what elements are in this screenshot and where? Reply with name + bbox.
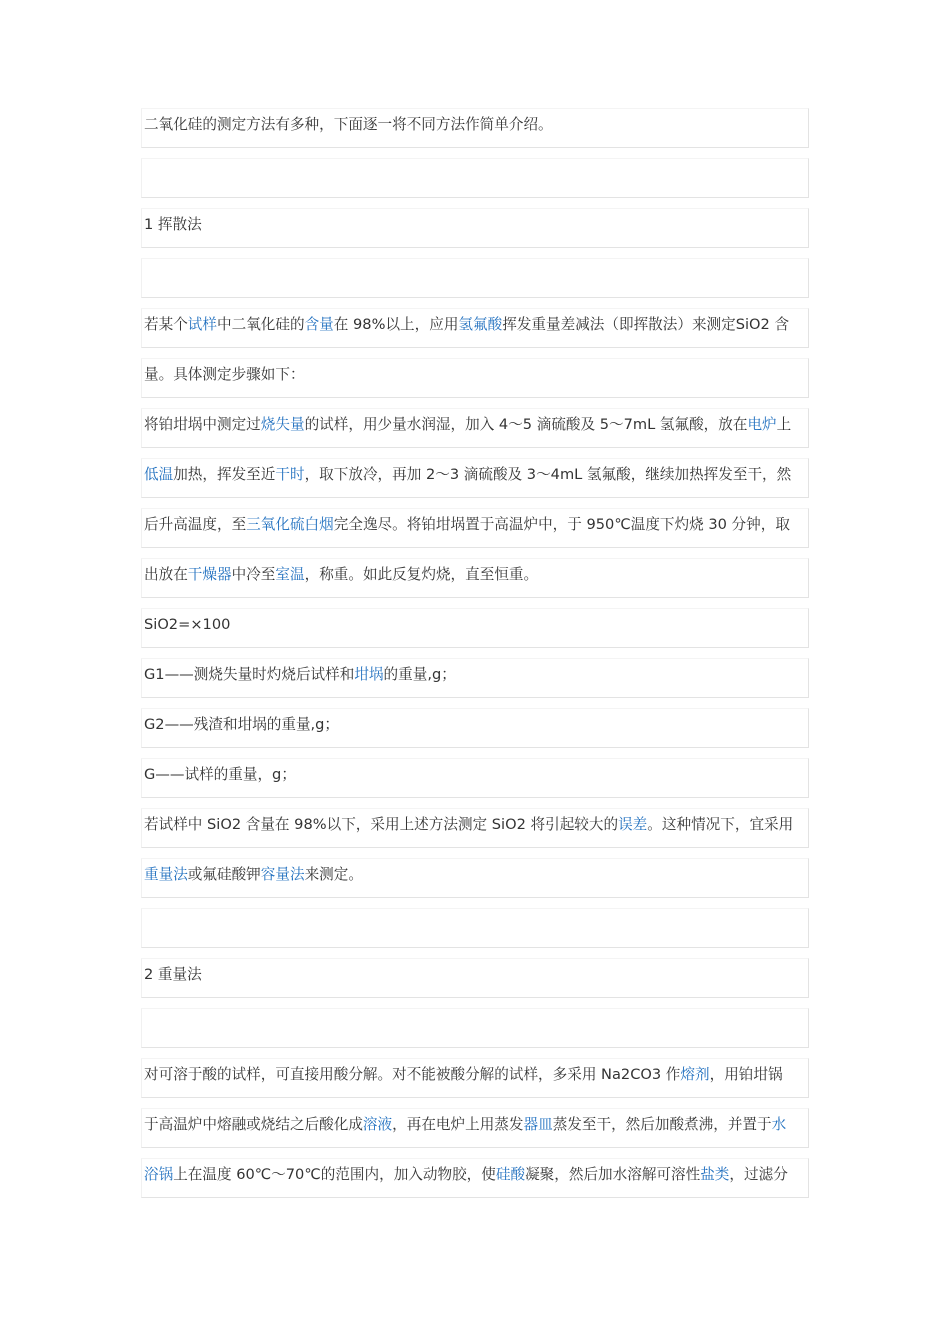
paragraph-row bbox=[141, 1108, 809, 1148]
inline-link[interactable]: 坩埚 bbox=[354, 666, 384, 683]
text-segment: ，再在电炉上用蒸发 bbox=[392, 1116, 524, 1133]
text-segment: 加热，挥发至近 bbox=[173, 466, 276, 483]
text-segment: 二氧化硅的测定方法有多种，下面逐一将不同方法作简单介绍。 bbox=[144, 116, 553, 133]
text-segment: 。这种情况下，宜采用 bbox=[647, 816, 794, 833]
text-segment: 在 98%以上，应用 bbox=[333, 316, 459, 333]
text-segment: 若试样中 SiO2 含量在 98%以下，采用上述方法测定 SiO2 将引起较大的 bbox=[144, 816, 619, 833]
inline-link[interactable]: 熔剂 bbox=[680, 1066, 710, 1083]
text-segment: 2 重量法 bbox=[144, 966, 202, 983]
text-segment: G2——残渣和坩埚的重量,g； bbox=[144, 716, 340, 733]
text-segment: 的试样，用少量水润湿，加入 4～5 滴硫酸及 5～7mL 氢氟酸，放在 bbox=[304, 416, 748, 433]
inline-link[interactable]: 低温 bbox=[144, 466, 174, 483]
paragraph-row bbox=[141, 808, 809, 848]
text-segment: 完全逸尽。将铂坩埚置于高温炉中，于 950℃温度下灼烧 30 分钟，取 bbox=[333, 516, 790, 533]
empty-row bbox=[141, 1008, 809, 1048]
inline-link[interactable]: 容量法 bbox=[260, 866, 305, 883]
inline-link[interactable]: 硅酸 bbox=[495, 1166, 526, 1183]
paragraph-row bbox=[141, 358, 809, 398]
inline-link[interactable]: 水 bbox=[771, 1116, 787, 1133]
paragraph-row bbox=[141, 508, 809, 548]
paragraph-row bbox=[141, 708, 809, 748]
inline-link[interactable]: 试样 bbox=[187, 316, 217, 333]
text-segment: 对可溶于酸的试样，可直接用酸分解。对不能被酸分解的试样，多采用 Na2CO3 作 bbox=[144, 1066, 681, 1083]
inline-link[interactable]: 含量 bbox=[304, 316, 334, 333]
text-segment: G——试样的重量，g； bbox=[144, 766, 296, 783]
text-segment: G1——测烧失量时灼烧后试样和 bbox=[144, 666, 355, 683]
paragraph-row bbox=[141, 608, 809, 648]
text-segment: 上在温度 60℃～70℃的范围内，加入动物胶，使 bbox=[173, 1166, 496, 1183]
inline-link[interactable]: 浴锅 bbox=[144, 1166, 174, 1183]
text-segment: 中冷至 bbox=[231, 566, 276, 583]
paragraph-row bbox=[141, 458, 809, 498]
empty-row bbox=[141, 258, 809, 298]
empty-row bbox=[141, 908, 809, 948]
inline-link[interactable]: 盐类 bbox=[700, 1166, 730, 1183]
text-segment: 中二氧化硅的 bbox=[217, 316, 305, 333]
text-segment: 后升高温度，至 bbox=[144, 516, 247, 533]
text-segment: 出放在 bbox=[144, 566, 188, 583]
text-segment: ，过滤分 bbox=[729, 1166, 788, 1183]
text-segment: 的重量,g； bbox=[383, 666, 456, 683]
text-segment: 将铂坩埚中测定过 bbox=[144, 416, 261, 433]
text-segment: 于高温炉中熔融或烧结之后酸化成 bbox=[144, 1116, 363, 1133]
paragraph-row bbox=[141, 958, 809, 998]
inline-link[interactable]: 误差 bbox=[618, 816, 648, 833]
text-segment: 凝聚，然后加水溶解可溶性 bbox=[525, 1166, 701, 1183]
inline-link[interactable]: 重量法 bbox=[144, 866, 188, 883]
inline-link[interactable]: 室温 bbox=[275, 566, 305, 583]
empty-row bbox=[141, 158, 809, 198]
paragraph-row bbox=[141, 758, 809, 798]
text-segment: 若某个 bbox=[144, 316, 188, 333]
paragraph-row bbox=[141, 1058, 809, 1098]
text-segment: 来测定。 bbox=[304, 866, 363, 883]
paragraph-row bbox=[141, 208, 809, 248]
text-segment: SiO2=×100 bbox=[144, 616, 231, 633]
paragraph-row bbox=[141, 108, 809, 148]
paragraph-row bbox=[141, 558, 809, 598]
inline-link[interactable]: 烧失量 bbox=[260, 416, 305, 433]
text-segment: ，取下放冷，再加 2～3 滴硫酸及 3～4mL 氢氟酸，继续加热挥发至干，然 bbox=[304, 466, 792, 483]
inline-link[interactable]: 干时 bbox=[275, 466, 305, 483]
paragraph-row bbox=[141, 308, 809, 348]
paragraph-row bbox=[141, 858, 809, 898]
inline-link[interactable]: 三氧化硫白烟 bbox=[246, 516, 334, 533]
paragraph-row bbox=[141, 408, 809, 448]
text-segment: 蒸发至干，然后加酸煮沸，并置于 bbox=[552, 1116, 772, 1133]
text-segment: ，称重。如此反复灼烧，直至恒重。 bbox=[304, 566, 539, 583]
text-segment: 或氟硅酸钾 bbox=[187, 866, 261, 883]
inline-link[interactable]: 电炉 bbox=[747, 416, 777, 433]
text-segment: 挥发重量差减法（即挥散法）来测定SiO2 含 bbox=[502, 316, 790, 333]
text-segment: 量。具体测定步骤如下： bbox=[144, 366, 305, 383]
paragraph-row bbox=[141, 1158, 809, 1198]
text-segment: ，用铂坩锅 bbox=[709, 1066, 783, 1083]
inline-link[interactable]: 氢氟酸 bbox=[458, 316, 503, 333]
paragraph-row bbox=[141, 658, 809, 698]
text-segment: 1 挥散法 bbox=[144, 216, 202, 233]
document-body bbox=[141, 108, 809, 1208]
inline-link[interactable]: 器皿 bbox=[523, 1116, 553, 1133]
text-segment: 上 bbox=[776, 416, 792, 433]
inline-link[interactable]: 干燥器 bbox=[187, 566, 232, 583]
inline-link[interactable]: 溶液 bbox=[362, 1116, 393, 1133]
